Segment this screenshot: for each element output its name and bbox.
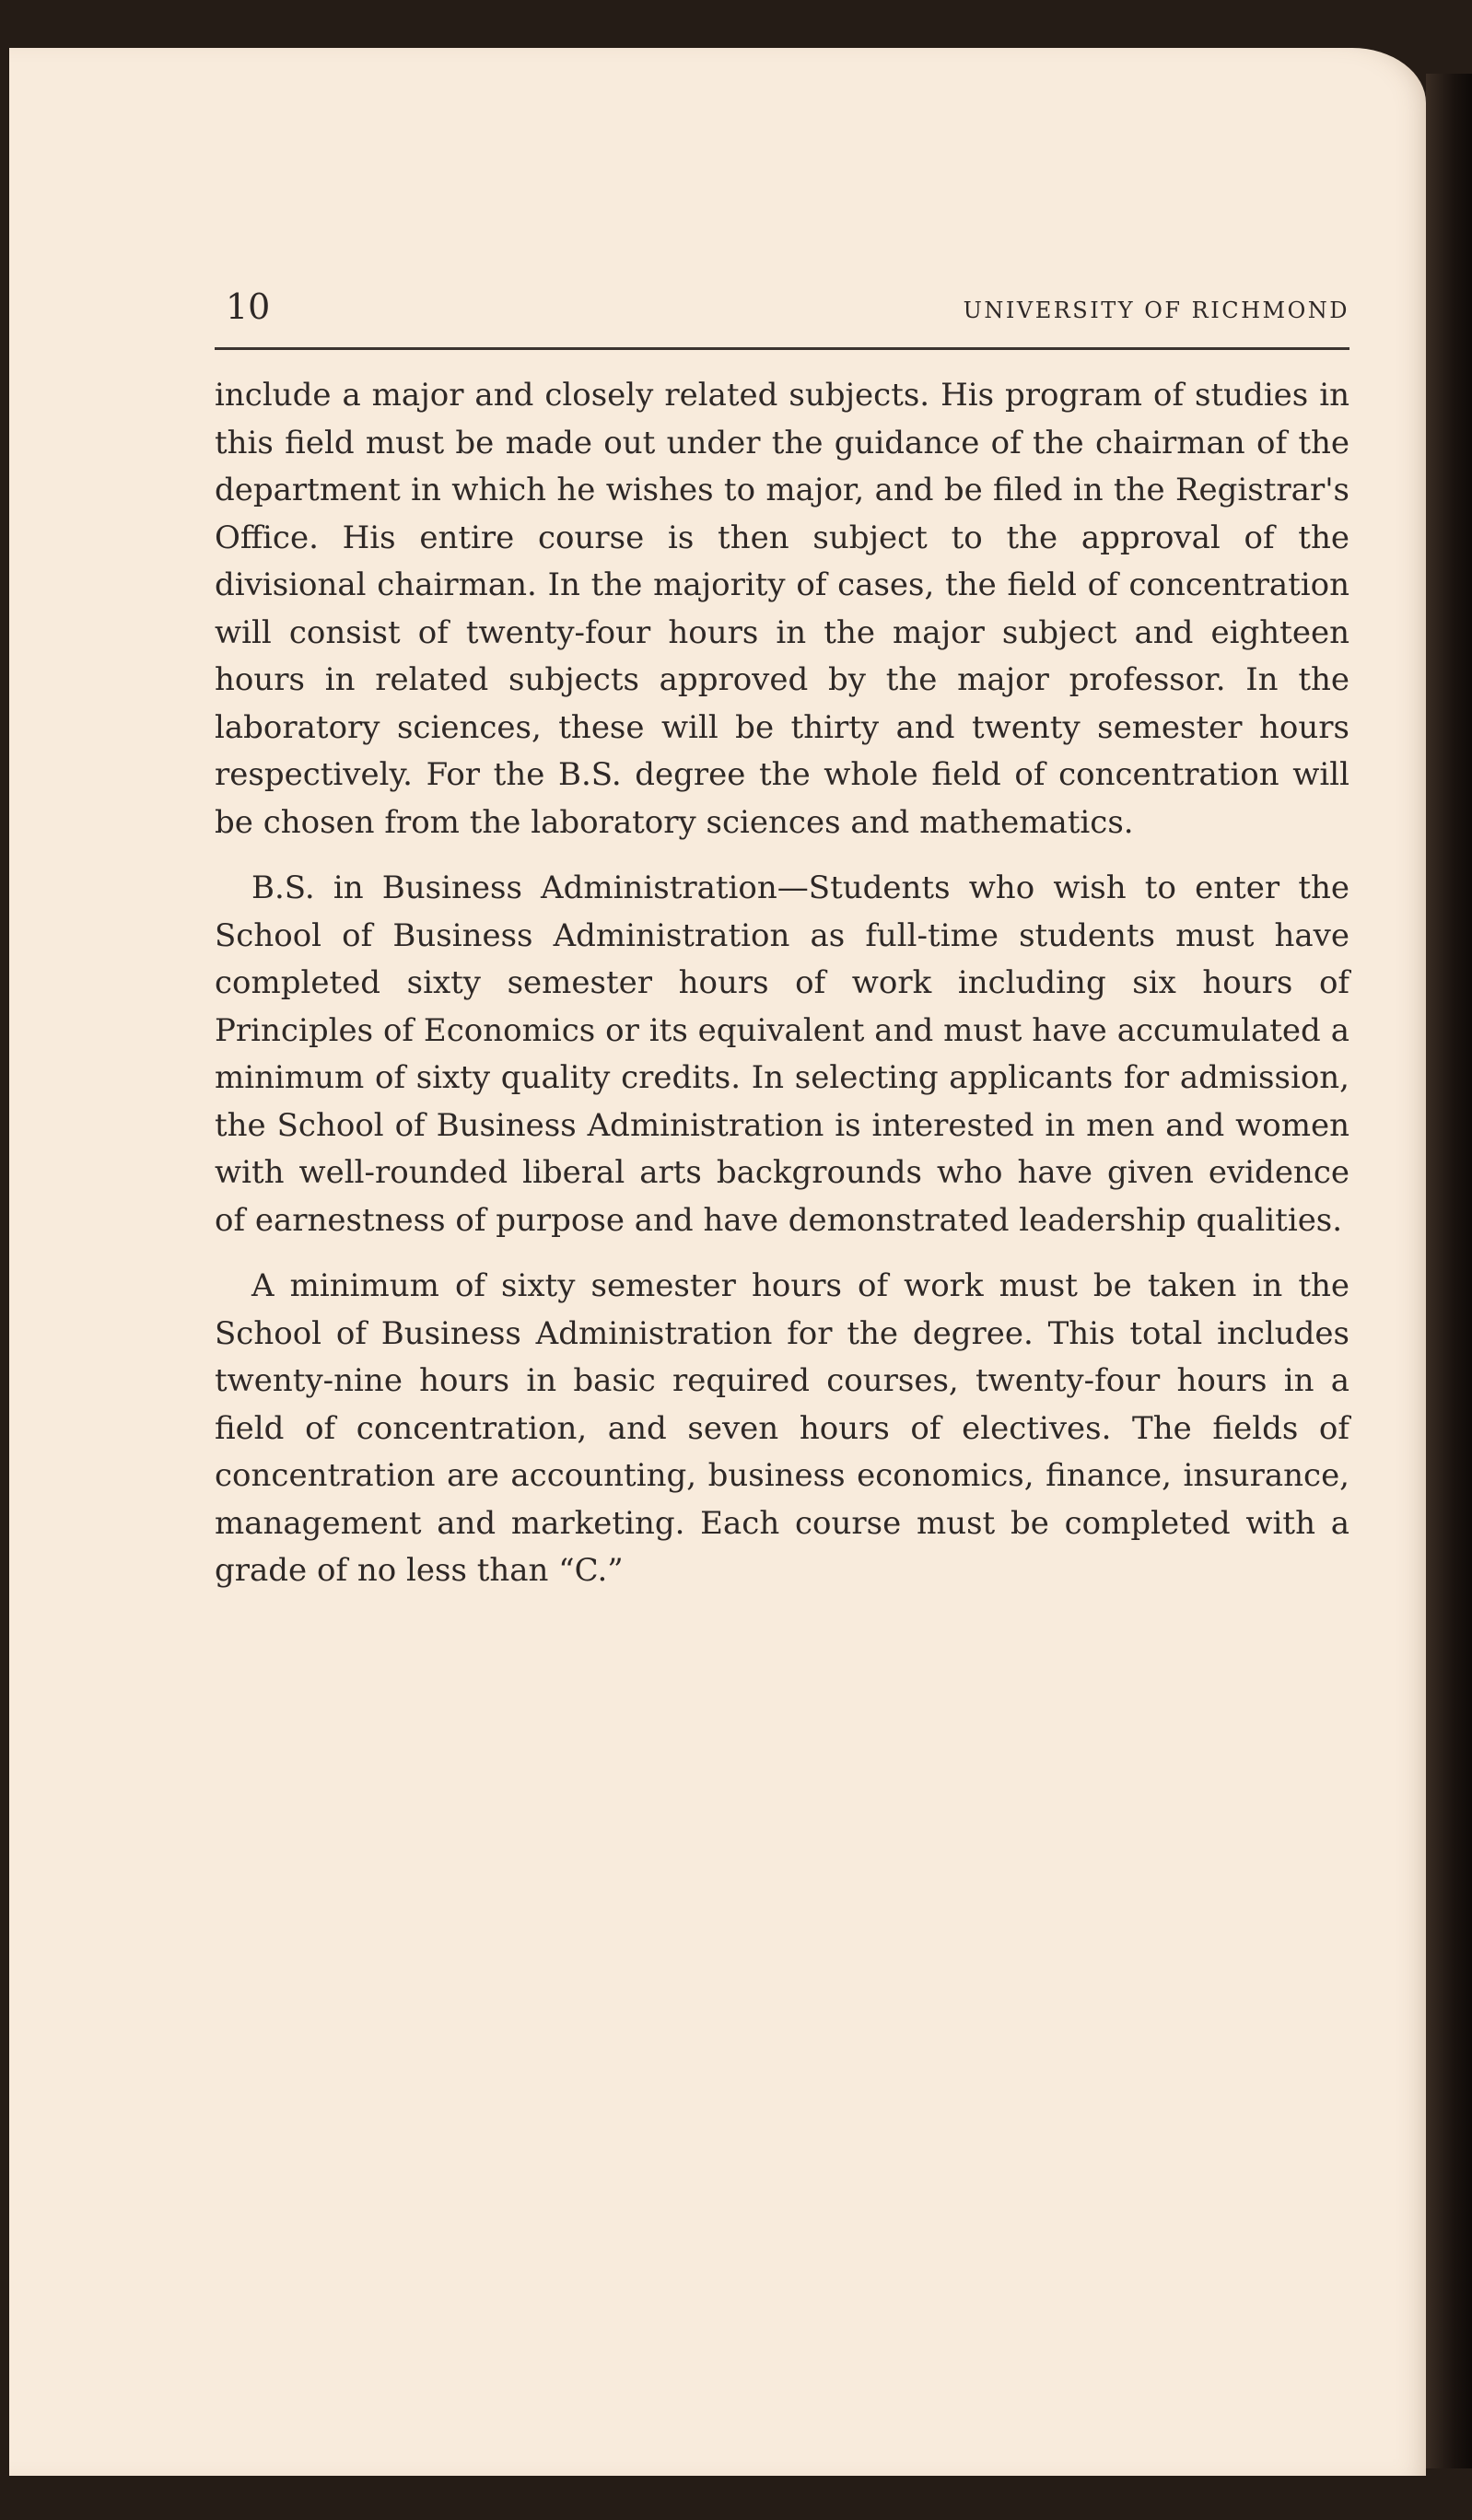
paragraph-degree-requirements: A minimum of sixty semester hours of work must be taken in the School of Business Administration for the degree. This total includes twenty-nine hours in basic required courses, twenty-four hours in a field of concentration, and seven hours of electives. The fields of concentration are accounting, business economics, finance, insurance, management and marketing. Each course must be completed with a grade of no less than “C.” <box>215 1267 1349 1589</box>
page-header <box>215 281 1349 350</box>
running-head: UNIVERSITY OF RICHMOND <box>963 298 1349 323</box>
paragraph-continuation: include a major and closely related subjects. His program of studies in this field must be made out under the guidance of the chairman of the department in which he wishes to major, and be filed in the Registrar's Office. His entire course is then subject to the approval of the divisional chairman. In the majority of cases, the field of concentration will consist of twenty-four hours in the major subject and eighteen hours in related subjects approved by the major professor. In the laboratory sciences, these will be thirty and twenty semester hours respectively. For the B.S. degree the whole field of concentration will be chosen from the laboratory sciences and mathematics. <box>215 377 1349 841</box>
body-text <box>215 372 1349 1595</box>
page-number: 10 <box>226 286 271 327</box>
paragraph-business-admission: B.S. in Business Administration—Students who wish to enter the School of Business Administration as full-time students must have completed sixty semester hours of work including six hours of Principles of Economics or its equivalent and must have accumulated a minimum of sixty quality credits. In selecting applicants for admission, the School of Business Administration is interested in men and women with well-rounded liberal arts backgrounds who have given evidence of earnestness of purpose and have demonstrated leadership qualities. <box>215 869 1349 1239</box>
book-spine-edge <box>1426 74 1472 2468</box>
